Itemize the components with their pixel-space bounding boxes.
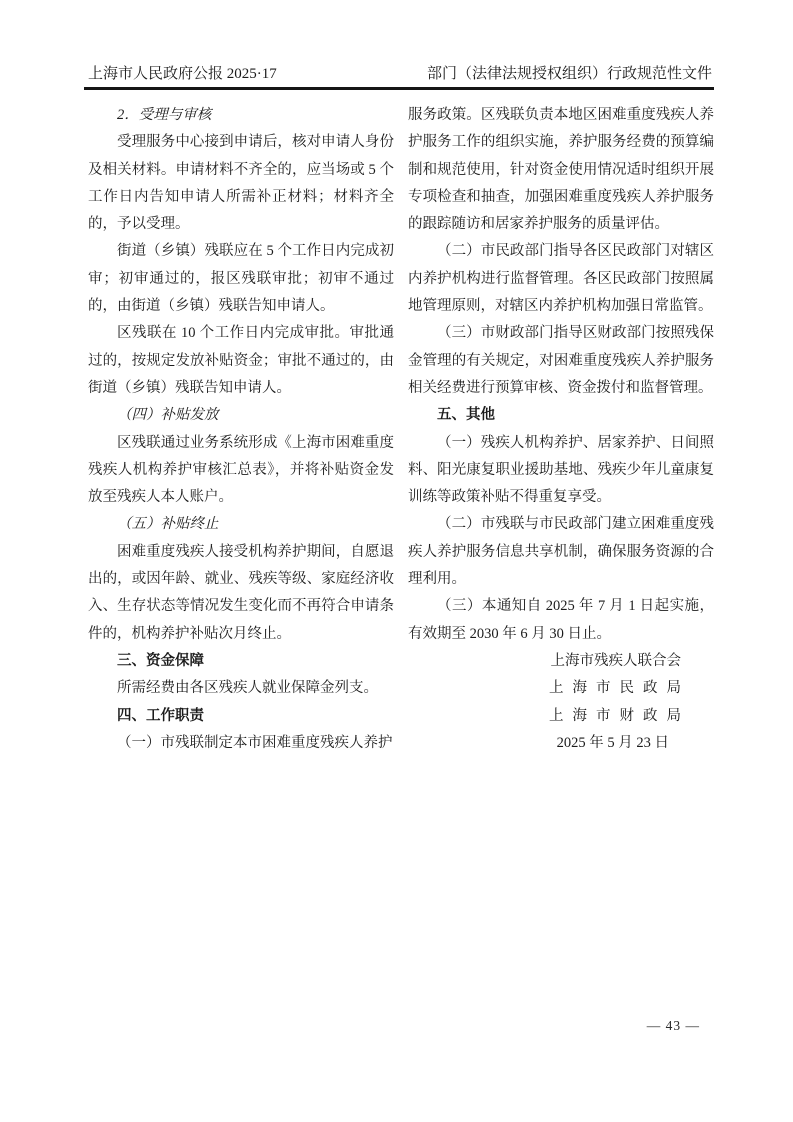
section-heading: 四、工作职责: [117, 707, 204, 724]
page-header: [88, 62, 712, 83]
left-column: [88, 102, 394, 757]
right-column: [408, 102, 714, 757]
section-heading: 五、其他: [437, 407, 495, 424]
page-number: — 43 —: [646, 1018, 700, 1033]
document-body: [88, 102, 714, 757]
paragraph: （三）本通知自 2025 年 7 月 1 日起实施，有效期至 2030 年 6 月 30 日止。: [408, 598, 714, 642]
paragraph: 区残联在 10 个工作日内完成审批。审批通过的，按规定发放补贴资金；审批不通过的，由街道（乡镇）残联告知申请人。: [88, 325, 394, 396]
header-rule: [84, 87, 714, 90]
paragraph: 街道（乡镇）残联应在 5 个工作日内完成初审；初审通过的，报区残联审批；初审不通过的，由街道（乡镇）残联告知申请人。: [88, 243, 394, 315]
paragraph: （一）市残联制定本市困难重度残疾人养护: [117, 734, 393, 751]
header-section-title: 部门（法律法规授权组织）行政规范性文件: [426, 66, 712, 82]
paragraph: （三）市财政部门指导区财政部门按照残保金管理的有关规定，对困难重度残疾人养护服务相关经费进行预算审核、资金拨付和监督管理。: [408, 325, 714, 396]
section-heading: 三、资金保障: [117, 652, 204, 669]
sub-heading: （五）补贴终止: [117, 516, 219, 533]
sub-heading: （四）补贴发放: [117, 407, 219, 424]
signature-line: 上海市民政局: [549, 680, 690, 697]
paragraph: 区残联通过业务系统形成《上海市困难重度残疾人机构养护审核汇总表》，并将补贴资金发放至残疾人本人账户。: [88, 434, 394, 506]
sub-heading: 2．受理与审核: [117, 107, 212, 123]
paragraph: 困难重度残疾人接受机构养护期间，自愿退出的，或因年龄、就业、残疾等级、家庭经济收入、生存状态等情况发生变化而不再符合申请条件的，机构养护补贴次月终止。: [88, 543, 394, 642]
paragraph: （二）市民政部门指导各区民政部门对辖区内养护机构进行监督管理。各区民政部门按照属地管理原则，对辖区内养护机构加强日常监管。: [408, 243, 714, 315]
paragraph: 受理服务中心接到申请后，核对申请人身份及相关材料。申请材料不齐全的，应当场或 5 个工作日内告知申请人所需补正材料；材料齐全的，予以受理。: [88, 134, 394, 233]
paragraph: （一）残疾人机构养护、居家养护、日间照料、阳光康复职业援助基地、残疾少年儿童康复训练等政策补贴不得重复享受。: [408, 434, 714, 506]
paragraph: 所需经费由各区残疾人就业保障金列支。: [117, 680, 378, 697]
paragraph-continuation: 服务政策。区残联负责本地区困难重度残疾人养护服务工作的组织实施，养护服务经费的预算编制和规范使用，针对资金使用情况适时组织开展专项检查和抽查，加强困难重度残疾人养护服务的跟踪随访和居家养护服务的质量评估。: [408, 107, 714, 233]
header-gazette-title: 上海市人民政府公报 2025·17: [88, 66, 277, 82]
signature-line: 上海市残疾人联合会: [550, 652, 681, 669]
signature-line: 上海市财政局: [549, 707, 690, 724]
paragraph: （二）市残联与市民政部门建立困难重度残疾人养护服务信息共享机制，确保服务资源的合理利用。: [408, 516, 714, 588]
signature-date: 2025 年 5 月 23 日: [556, 734, 669, 751]
